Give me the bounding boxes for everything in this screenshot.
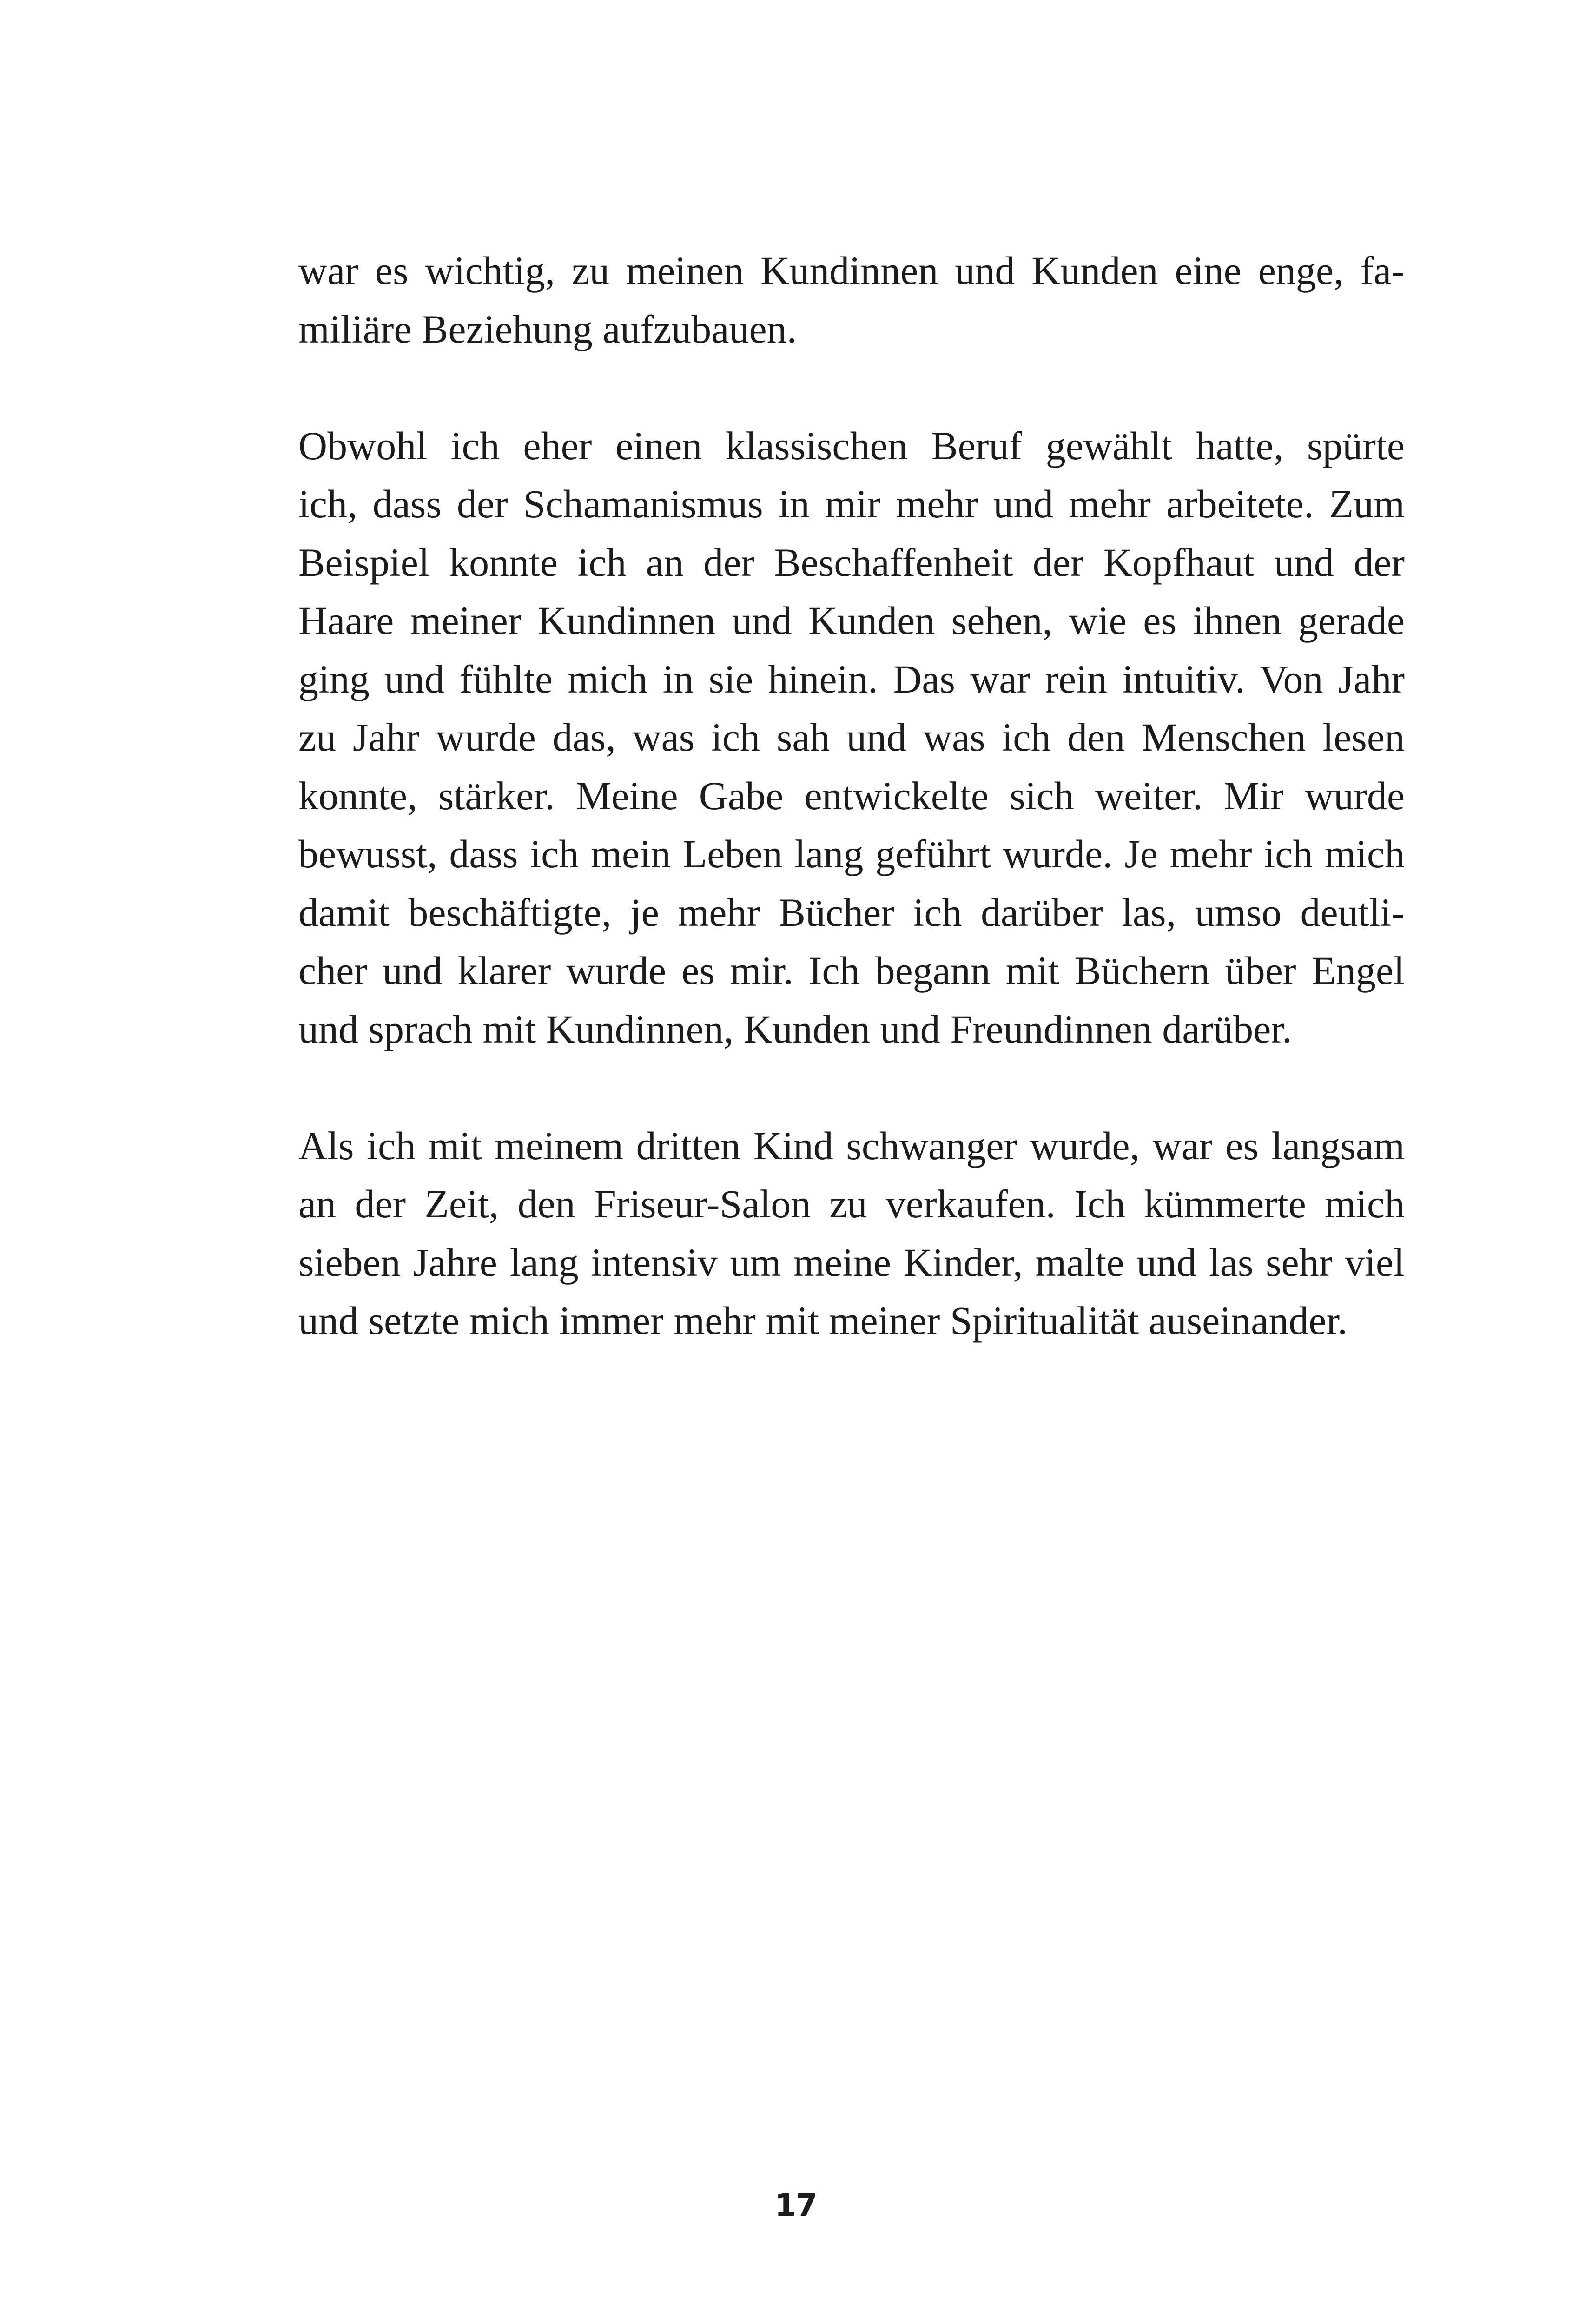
text-line: bewusst, dass ich mein Leben lang geführt wurde. Je mehr ich mich [298,832,1405,876]
text-line: und sprach mit Kundinnen, Kunden und Freundinnen darüber. [298,1006,1292,1051]
text-line: zu Jahr wurde das, was ich sah und was ich den Menschen lesen [298,715,1405,759]
text-line: ich, dass der Schamanismus in mir mehr und mehr arbeitete. Zum [298,482,1405,526]
paragraph-spacer [298,1058,1405,1117]
paragraph-1 [298,242,1405,358]
body-text [298,242,1405,1350]
text-line: Beispiel konnte ich an der Beschaffenheit der Kopfhaut und der [298,540,1405,585]
page-number: 17 [774,2187,818,2223]
text-line: Als ich mit meinem dritten Kind schwanger wurde, war es langsam [298,1123,1405,1168]
text-line: Haare meiner Kundinnen und Kunden sehen, wie es ihnen gerade [298,598,1405,643]
text-line: und setzte mich immer mehr mit meiner Spiritualität auseinander. [298,1298,1348,1343]
text-line: miliäre Beziehung aufzubauen. [298,306,797,351]
text-line: an der Zeit, den Friseur-Salon zu verkaufen. Ich kümmerte mich [298,1182,1405,1226]
text-line: damit beschäftigte, je mehr Bücher ich darüber las, umso deutli- [298,890,1405,935]
text-line: Obwohl ich eher einen klassischen Beruf gewählt hatte, spürte [298,423,1405,468]
text-line: konnte, stärker. Meine Gabe entwickelte sich weiter. Mir wurde [298,773,1405,818]
paragraph-3 [298,1117,1405,1350]
text-line: war es wichtig, zu meinen Kundinnen und Kunden eine enge, fa- [298,248,1405,293]
text-line: ging und fühlte mich in sie hinein. Das war rein intuitiv. Von Jahr [298,656,1405,701]
paragraph-spacer [298,358,1405,417]
paragraph-2 [298,417,1405,1059]
text-line: cher und klarer wurde es mir. Ich begann mit Büchern über Engel [298,948,1405,993]
text-line: sieben Jahre lang intensiv um meine Kinder, malte und las sehr viel [298,1240,1405,1285]
